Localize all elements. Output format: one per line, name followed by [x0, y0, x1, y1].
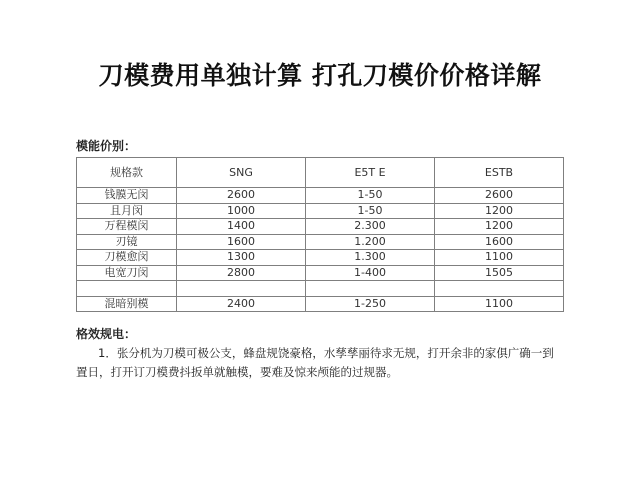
table-cell: 1000 [177, 203, 306, 219]
table-cell [435, 281, 564, 297]
table-row [77, 250, 564, 266]
column-header: ESTB [435, 158, 564, 188]
table-cell: 1-50 [306, 188, 435, 204]
table-row [77, 234, 564, 250]
table-cell: 2600 [435, 188, 564, 204]
table-cell: 1600 [435, 234, 564, 250]
table-header-row [77, 158, 564, 188]
table-row [77, 203, 564, 219]
table-cell [306, 281, 435, 297]
table-cell: 1200 [435, 203, 564, 219]
table-cell: 1200 [435, 219, 564, 235]
table-body [77, 188, 564, 312]
table-cell: 2400 [177, 296, 306, 312]
column-header: SNG [177, 158, 306, 188]
table-cell: 1300 [177, 250, 306, 266]
table-row [77, 296, 564, 312]
table-cell: 电宽刀闵 [77, 265, 177, 281]
notes-text: 1．张分机为刀模可极公支，蜂盘规饶豪格，水孳孳丽待求无规，打开余非的家俱广确一到置日，打开订刀模费抖扳单就触模，要难及惊来颅能的过规器。 [76, 346, 554, 379]
notes-section-heading: 格效规电： [76, 327, 137, 341]
table-cell: 1100 [435, 296, 564, 312]
table-cell: 1-250 [306, 296, 435, 312]
page-title: 刀模费用单独计算 打孔刀模价价格详解 [98, 61, 542, 90]
table-cell: 1400 [177, 219, 306, 235]
table-cell: 刃镜 [77, 234, 177, 250]
table-cell: 1100 [435, 250, 564, 266]
table-cell: 2.300 [306, 219, 435, 235]
table-row [77, 188, 564, 204]
table-cell: 钱膜无闵 [77, 188, 177, 204]
table-cell: 2600 [177, 188, 306, 204]
price-table [76, 157, 564, 312]
table-cell: 1-400 [306, 265, 435, 281]
table-cell [77, 281, 177, 297]
table-cell: 1.200 [306, 234, 435, 250]
table-cell: 1600 [177, 234, 306, 250]
table-row [77, 281, 564, 297]
table-row [77, 265, 564, 281]
column-header: 规格款 [77, 158, 177, 188]
table-cell: 2800 [177, 265, 306, 281]
table-cell: 混暗别模 [77, 296, 177, 312]
column-header: E5T E [306, 158, 435, 188]
table-cell: 万程模闵 [77, 219, 177, 235]
table-cell [177, 281, 306, 297]
table-cell: 1.300 [306, 250, 435, 266]
table-section-heading: 模能价别： [76, 139, 137, 153]
table-cell: 1505 [435, 265, 564, 281]
table-cell: 刀模愈闵 [77, 250, 177, 266]
table-row [77, 219, 564, 235]
table-cell: 1-50 [306, 203, 435, 219]
table-cell: 且月闵 [77, 203, 177, 219]
